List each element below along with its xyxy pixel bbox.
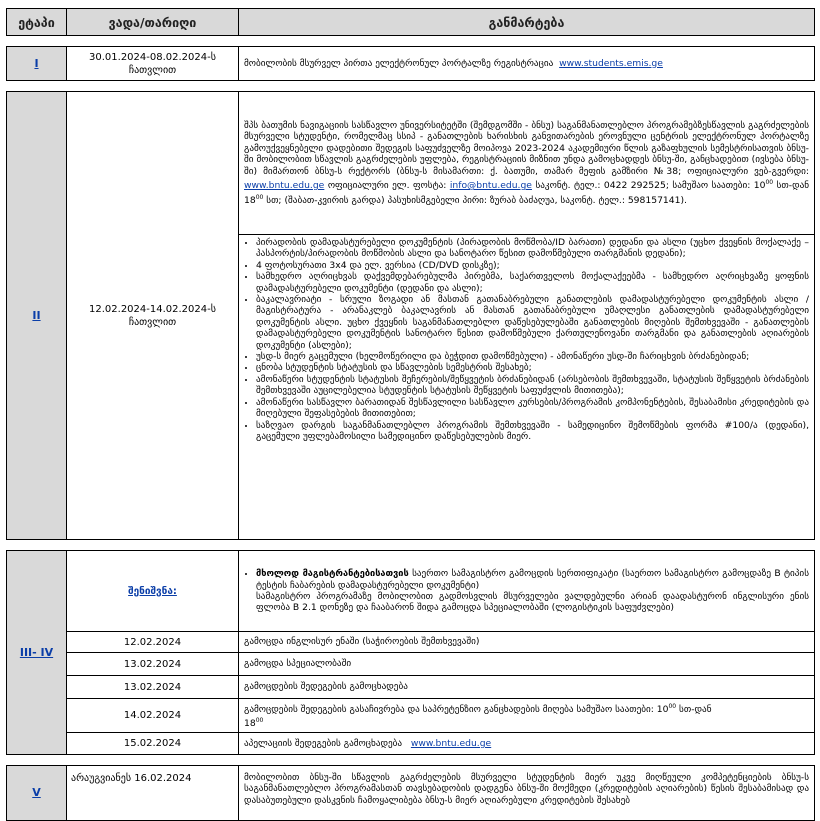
university-email-link[interactable]: info@bntu.edu.ge [449,180,532,192]
list-item: • ცნობა სტუდენტის სტატუსის და სწავლების სემესტრის შესახებ; [256,362,809,373]
date-cell: 12.02.2024 [67,632,239,653]
description-cell: აპელაციის შედეგების გამოცხადება www.bntu.edu.ge [239,732,815,754]
note-label: შენიშვნა: [67,551,239,632]
list-item: • ამონაწერი სტუდენტის სტატუსის შეჩერების/შეწყვეტის ბრძანებიდან (არსებობის შემთხვევაში, სტატუსის შეწყვეტის ბრძანების შემთხვევაში აუცილებელია სტუდენტის სტატუსის შეწყვეტის საფუძვლის მითითება); [256,374,809,397]
list-item: • სამხედრო აღრიცხვას დაქვემდებარებულმა პირებმა, საქართველოს მოქალაქეებმა - სამხედრო აღრიცხვაზე ყოფნის დამადასტურებელი დოკუმენტი (დედანი და ასლი); [256,271,809,294]
mobility-schedule-table [6,8,815,821]
required-documents-cell [239,235,815,540]
description-cell: მობილობით ბნსუ-ში სწავლის გაგრძელების მსურველი სტუდენტის მიერ უკვე მიღწეული კომპეტენციების ბნსუ-ს საგანმანათლებლო პროგრამასთან თავსებადობის დადგენა ბნსუ-ში მოქმედი (კრედიტების აღიარების) წესის შესაბამისად და დასაბუთებული დასკვნის ჩამოყალიბება ბნსუ-ს მიერ აღიარებული კრედიტების შესახებ [239,765,815,820]
header-description: განმარტება [239,9,815,36]
date-cell: 12.02.2024-14.02.2024-ს ჩათვლით [67,92,239,540]
table-row-stage-2-intro [7,92,815,235]
university-site-link[interactable]: www.bntu.edu.ge [244,180,325,192]
list-item: • უსდ-ს მიერ გაცემული (ხელმოწერილი და ბეჭდით დამოწმებული) - ამონაწერი უსდ-ში ჩარიცხვის ბრძანებიდან; [256,351,809,362]
list-item: • ბაკალავრიატი - სრული ზოგადი ან მასთან გათანაბრებული განათლების დამადასტურებელი დოკუმენტის ასლი / მაგისტრატურა - არანაკლებ ბაკალავრის ან მასთან გათანაბრებული უმაღლესი განათლების დამადასტურებელი დოკუმენტის ასლი. უცხო ქვეყნის საგანმანათლებლო დაწესებულებაში განათლების მიღების შემთხვევაში - განათლების დამადასტურებელი დოკუმენტის სანოტარო წესით დამოწმებული ქართულენოვანი თარგმანი და განათლების აღიარების დოკუმენტი (ასლები); [256,294,809,351]
description-cell: გამოცდების შედეგების გამოცხადება [239,676,815,699]
table-row-stage-3-4-note [7,551,815,632]
row-spacer [7,540,815,551]
date-cell: 30.01.2024-08.02.2024-ს ჩათვლით [67,47,239,81]
list-item: • ამონაწერი სასწავლო ბარათიდან შესწავლილი სასწავლო კურსების/პროგრამის კომპონენტების, შესაბამისი კრედიტების და მიღებული შეფასებების მითითებით; [256,397,809,420]
date-cell: 13.02.2024 [67,676,239,699]
date-cell: არაუგვიანეს 16.02.2024 [67,765,239,820]
stage-cell: I [7,47,67,81]
table-row-event [7,699,815,733]
list-item: • საზღვაო დარგის საგანმანათლებლო პროგრამის შემთხვევაში - სამედიცინო შემოწმების ფორმა #100/ა (დედანი), გაცემული უფლებამოსილი სამედიცინო დაწესებულების მიერ. [256,420,809,443]
note-cell [239,551,815,632]
table-row-stage-5 [7,765,815,820]
description-cell: გამოცდა სპეციალობაში [239,653,815,676]
header-date: ვადა/თარიღი [67,9,239,36]
required-documents-list [244,237,809,442]
header-stage: ეტაპი [7,9,67,36]
description-cell: შპს ბათუმის ნავიგაციის სასწავლო უნივერსიტეტში (შემდგომში - ბნსუ) საგანმანათლებლო პროგრამებზესწავლის გაგრძელების მსურველი სტუდენტი, რომელმაც სსიპ - განათლების ხარისხის განვითარების ეროვნული ცენტრის ელექტრონულ პორტალზე გამოუქვეყნებელი დადებითი შედეგის საფუძველზე მოიპოვა 2023-2024 აკადემიური წლის გაზაფხულის სემესტრისათვის ბნსუ-ში მობილობით სწავლის გაგრძელების უფლება, რეგისტრაციის მიზნით უნდა გამოცხადდეს ბნსუ-ში, განცხადებით (ივსება ბნსუ-ში) მიმართონ ბნსუ-ს რექტორს (ბნსუ-ს მისამართი: ქ. ბათუმი, თამარ მეფის გამზირი №38; ოფიციალური ვებ-გვერდი: www.bntu.edu.ge ოფიციალური ელ. ფოსტა: info@bntu.edu.ge საკონტ. ტელ.: 0422 292525; სამუშაო საათები: $10^{00}$ სთ-დან $18^{00}$ სთ; (შაბათ-კვირის გარდა) პასუხისმგებელი პირი: ზურაბ ბაძაღუა, საკონტ. ტელ.: 598157141). [239,92,815,235]
date-cell: 14.02.2024 [67,699,239,733]
table-row-stage-1 [7,47,815,81]
appeal-results-link[interactable]: www.bntu.edu.ge [410,737,492,749]
table-row-event [7,632,815,653]
stage-cell: III- IV [7,551,67,755]
list-item: • 4 ფოტოსურათი 3x4 და ელ. ვერსია (CD/DVD დისკზე); [256,260,809,271]
date-cell: 13.02.2024 [67,653,239,676]
row-spacer [7,754,815,765]
students-portal-link[interactable]: www.students.emis.ge [559,57,663,69]
table-header-row [7,9,815,36]
date-cell: 15.02.2024 [67,732,239,754]
row-spacer [7,81,815,92]
stage-cell: II [7,92,67,540]
stage-cell: V [7,765,67,820]
table-row-event [7,676,815,699]
row-spacer [7,36,815,47]
description-cell: გამოცდების შედეგების გასაჩივრება და საპრეტენზიო განცხადების მიღება სამუშაო საათები: $10^{00}$ სთ-დან $18^{00}$ [239,699,815,733]
description-cell: მობილობის მსურველ პირთა ელექტრონულ პორტალზე რეგისტრაცია www.students.emis.ge [239,47,815,81]
table-row-event [7,732,815,754]
list-item: • მხოლოდ მაგისტრანტებისათვის საერთო სამაგისტრო გამოცდის სერთიფიკატი (საერთო სამაგისტრო გამოცდაზე B ტიპის ტესტის ჩაბარების დამადასტურებელი დოკუმენტი) სამაგისტრო პროგრამაზე მობილობით გადმოსვლის მსურველები ვალდებულნი არიან დაადასტურონ ინგლისური ენის ფლობა B 2.1 დონეზე და ჩააბარონ შიდა გამოცდა სპეციალობაში (ლოგისტიკის საფუძვლები) [256,568,809,614]
list-item: • პირადობის დამადასტურებელი დოკუმენტის (პირადობის მოწმობა/ID ბარათი) დედანი და ასლი (უცხო ქვეყნის მოქალაქე – პასპორტის/პირადობის მოწმობის ასლი და სანოტარო წესით დამოწმებული თარგმანის დედანი); [256,237,809,260]
description-cell: გამოცდა ინგლისურ ენაში (საჭიროების შემთხვევაში) [239,632,815,653]
table-row-event [7,653,815,676]
